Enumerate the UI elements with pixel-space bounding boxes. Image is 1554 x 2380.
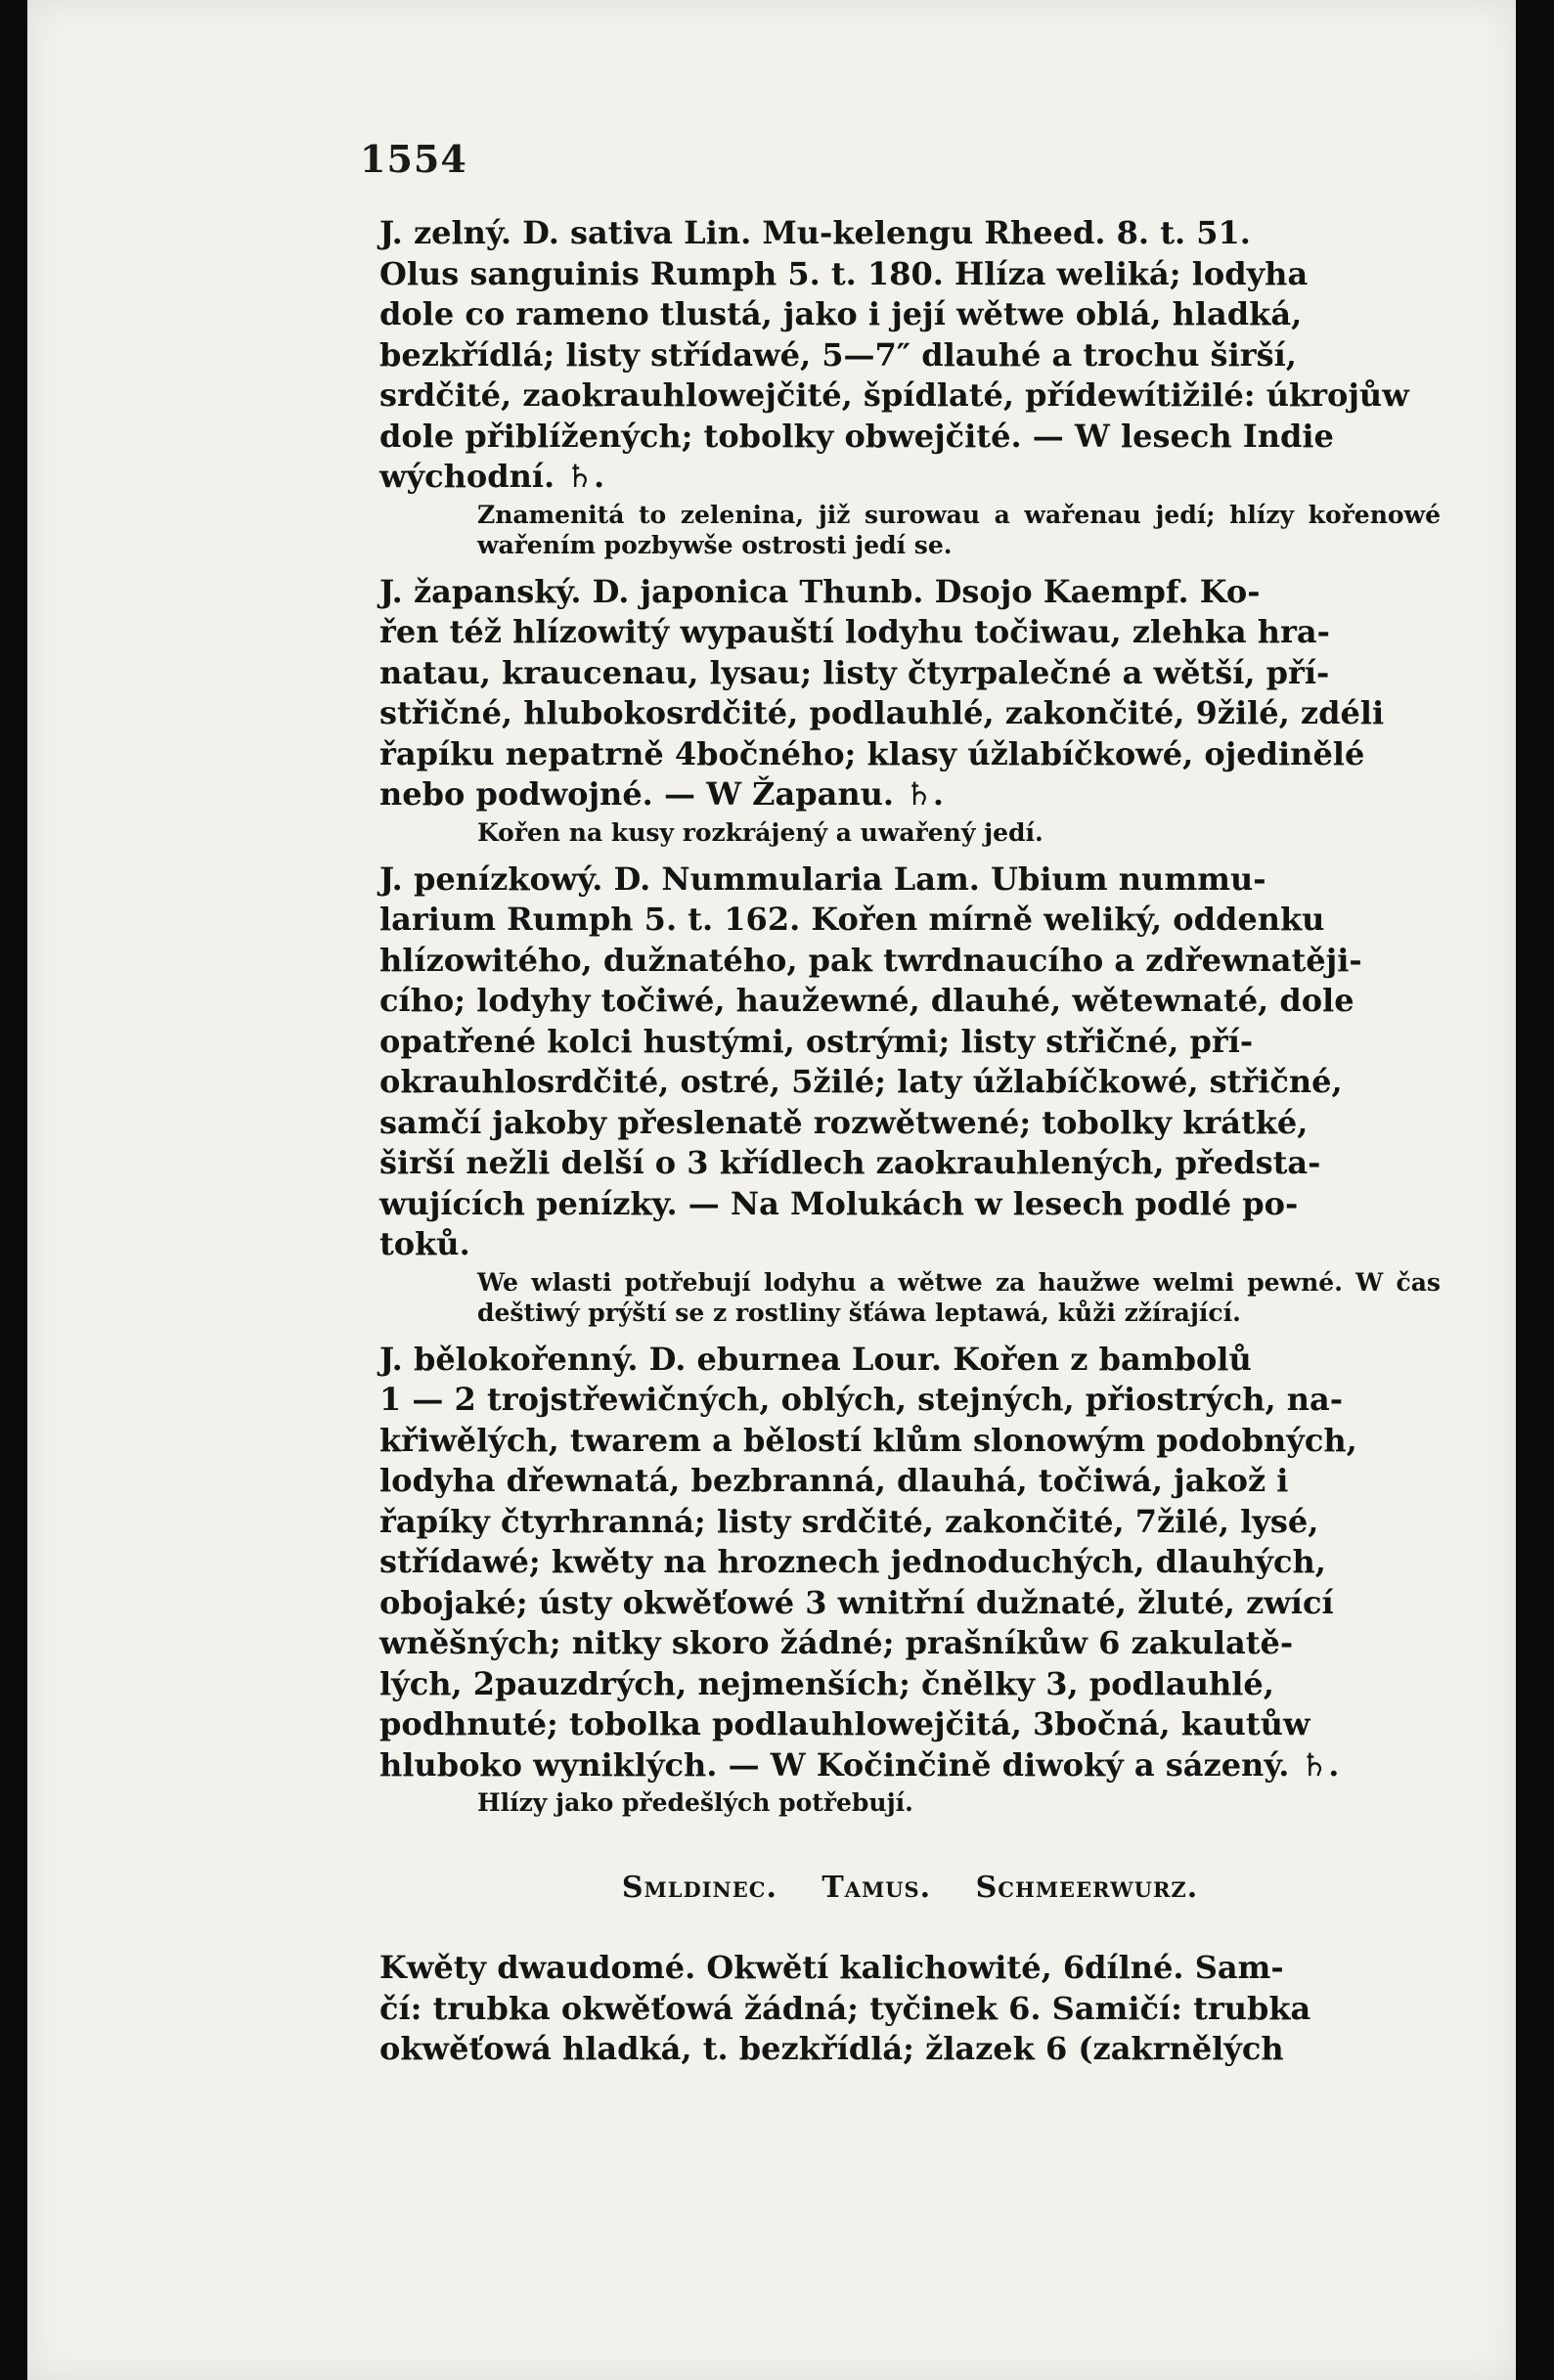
line: srdčité, zaokrauhlowejčité, špídlaté, přídewítižilé: úkrojůw <box>379 376 1409 414</box>
line: opatřené kolci hustými, ostrými; listy střičné, pří- <box>379 1022 1254 1060</box>
line: širší nežli delší o 3 křídlech zaokrauhlených, předsta- <box>379 1144 1321 1181</box>
line: larium Rumph 5. t. 162. Kořen mírně weliký, oddenku <box>379 901 1325 938</box>
entry-text <box>379 1340 1441 1786</box>
line: řapíky čtyrhranná; listy srdčité, zakončité, 7žilé, lysé, <box>379 1502 1319 1540</box>
entry-text <box>379 859 1441 1265</box>
line: Olus sanguinis Rumph 5. t. 180. Hlíza weliká; lodyha <box>379 254 1309 292</box>
entry-penizkowy <box>379 859 1441 1328</box>
line: dole co rameno tlustá, jako i její wětwe oblá, hladká, <box>379 295 1303 332</box>
line: čí: trubka okwěťowá žádná; tyčinek 6. Samičí: trubka <box>379 1989 1311 2027</box>
line: bezkřídlá; listy střídawé, 5—7″ dlauhé a trochu širší, <box>379 335 1297 374</box>
line: J. zelný. D. sativa Lin. Mu-kelengu Rheed. 8. t. 51. <box>379 214 1251 251</box>
line: wněšných; nitky skoro žádné; prašníkůw 6 zakulatě- <box>379 1624 1294 1661</box>
book-page <box>27 0 1516 2380</box>
entry-note: Znamenitá to zelenina, již surowau a wařenau jedí; hlízy kořenowé wařením pozbywše ostrosti jedí se. <box>477 500 1441 559</box>
genus-description <box>379 1948 1441 2070</box>
line: wujících penízky. — Na Molukách w lesech podlé po- <box>379 1184 1299 1222</box>
line: lých, 2pauzdrých, nejmenších; čnělky 3, podlauhlé, <box>379 1664 1274 1702</box>
entry-zelny <box>379 213 1441 560</box>
line: řen též hlízowitý wypauští lodyhu točiwau, zlehka hra- <box>379 613 1330 650</box>
line: střídawé; kwěty na hroznech jednoduchých, dlauhých, <box>379 1543 1326 1580</box>
line: cího; lodyhy točiwé, haužewné, dlauhé, wětewnaté, dole <box>379 982 1354 1019</box>
line: natau, kraucenau, lysau; listy čtyrpalečné a wětší, pří- <box>379 653 1330 691</box>
genus-name-czech: Smldinec. <box>621 1871 777 1905</box>
line: podhnuté; tobolka podlauhlowejčitá, 3bočná, kautůw <box>379 1705 1310 1742</box>
line: střičné, hlubokosrdčité, podlauhlé, zakončité, 9žilé, zdéli <box>379 694 1385 731</box>
line: křiwělých, twarem a bělostí klům slonowým podobných, <box>379 1421 1357 1459</box>
entry-note: Kořen na kusy rozkrájený a uwařený jedí. <box>477 817 1043 847</box>
line: Kwěty dwaudomé. Okwětí kalichowité, 6dílné. Sam- <box>379 1949 1284 1986</box>
entry-text <box>379 213 1441 498</box>
line: J. žapanský. D. japonica Thunb. Dsojo Kaempf. Ko- <box>379 572 1261 610</box>
entry-text <box>379 572 1441 815</box>
genus-name-german: Schmeerwurz. <box>975 1871 1199 1905</box>
page-number: 1554 <box>360 137 467 181</box>
genus-name-latin: Tamus. <box>821 1871 932 1905</box>
line: wýchodní. ♄. <box>379 458 605 495</box>
line: J. penízkowý. D. Nummularia Lam. Ubium nummu- <box>379 859 1266 898</box>
line: hluboko wyniklých. — W Kočinčině diwoký a sázený. ♄. <box>379 1745 1340 1784</box>
line: řapíku nepatrně 4bočného; klasy úžlabíčkowé, ojedinělé <box>379 734 1365 772</box>
text-block <box>379 213 1441 2070</box>
entry-note: We wlasti potřebují lodyhu a wětwe za haužwe welmi pewné. W čas deštiwý prýští se z rostliny šťáwa leptawá, kůži zžírající. <box>477 1267 1441 1327</box>
line: dole přiblížených; tobolky obwejčité. — W lesech Indie <box>379 417 1334 455</box>
genus-heading <box>379 1871 1441 1905</box>
line: okwěťowá hladká, t. bezkřídlá; žlazek 6 (zakrnělých <box>379 2030 1284 2067</box>
line: obojaké; ústy okwěťowé 3 wnitřní dužnaté, žluté, zwící <box>379 1583 1334 1621</box>
line: hlízowitého, dužnatého, pak twrdnaucího a zdřewnatěji- <box>379 941 1362 979</box>
entry-zapansky <box>379 572 1441 848</box>
line: lodyha dřewnatá, bezbranná, dlauhá, točiwá, jakož i <box>379 1462 1289 1499</box>
line: nebo podwojné. — W Žapanu. ♄. <box>379 775 945 813</box>
line: samčí jakoby přeslenatě rozwětwené; tobolky krátké, <box>379 1103 1309 1141</box>
line: okrauhlosrdčité, ostré, 5žilé; laty úžlabíčkowé, střičné, <box>379 1063 1343 1100</box>
line: 1 — 2 trojstřewičných, oblých, stejných, přiostrých, na- <box>379 1381 1344 1418</box>
entry-note: Hlízy jako předešlých potřebují. <box>477 1788 913 1817</box>
line: J. bělokořenný. D. eburnea Lour. Kořen z bambolů <box>379 1340 1252 1378</box>
line: toků. <box>379 1225 470 1262</box>
entry-belokorenny <box>379 1340 1441 1819</box>
